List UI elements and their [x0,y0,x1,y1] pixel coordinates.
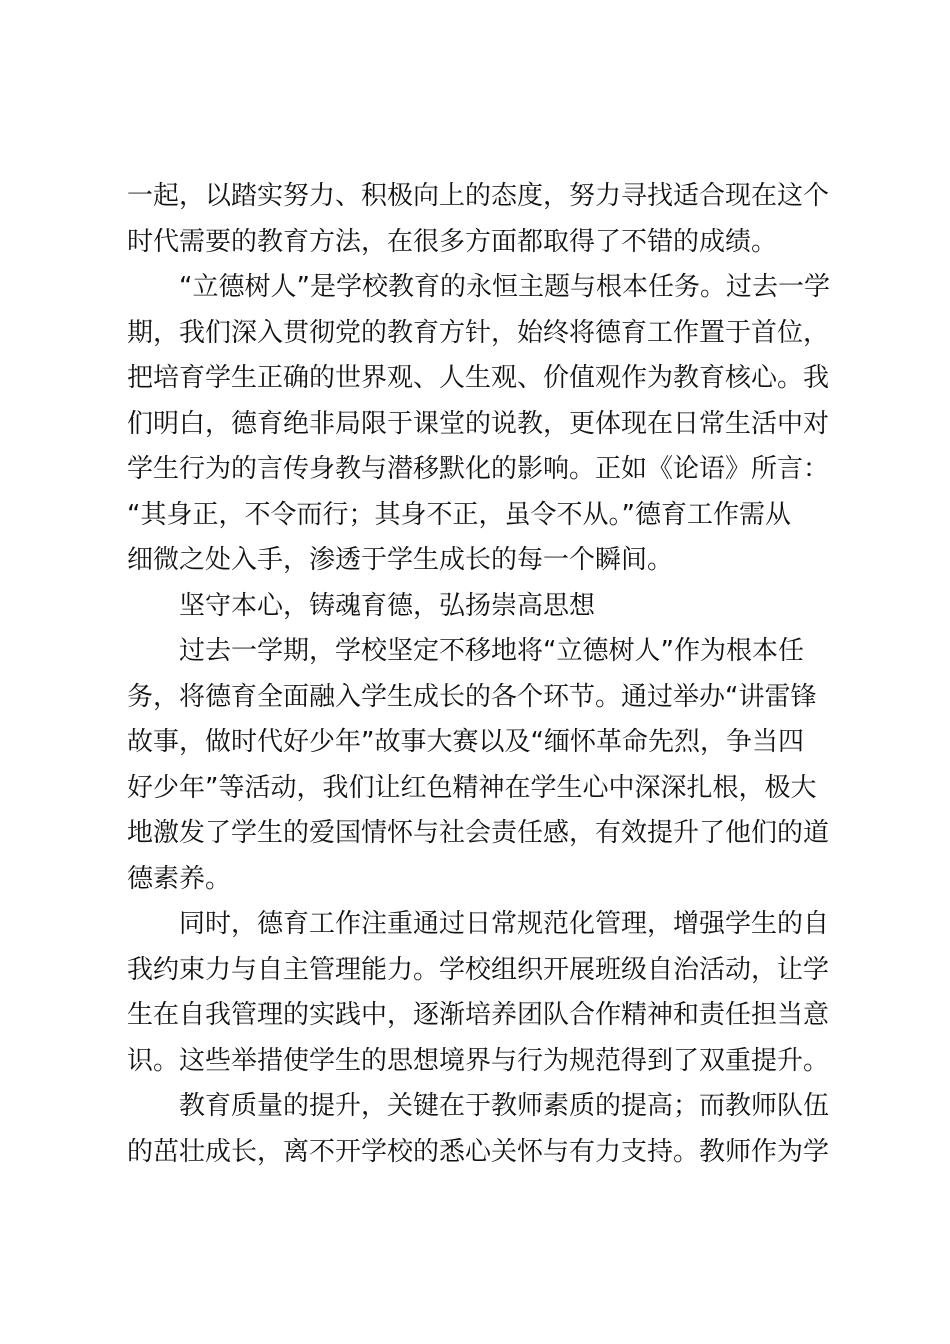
text-line: 我约束力与自主管理能力。学校组织开展班级自治活动，让学 [127,954,830,985]
text-line: 故事，做时代好少年”故事大赛以及“缅怀革命先烈，争当四 [127,727,804,757]
text-line: 过去一学期，学校坚定不移地将“立德树人”作为根本任 [179,636,804,666]
document-body [127,174,832,1175]
text-line: “其身正，不令而行；其身不正，虽令不从。”德育工作需从 [127,499,791,530]
text-line: 务，将德育全面融入学生成长的各个环节。通过举办“讲雷锋 [127,681,817,712]
text-line: 教育质量的提升，关键在于教师素质的提高；而教师队伍 [179,1091,830,1121]
text-line: 好少年”等活动，我们让红色精神在学生心中深深扎根，极大 [127,772,817,803]
text-line: 时代需要的教育方法，在很多方面都取得了不错的成绩。 [127,226,778,257]
section-heading: 坚守本心，铸魂育德，弘扬崇高思想 [179,590,596,621]
text-line: 学生行为的言传身教与潜移默化的影响。正如《论语》所言： [127,454,830,484]
text-line: 识。这些举措使学生的思想境界与行为规范得到了双重提升。 [127,1045,830,1076]
text-line: “立德树人”是学校教育的永恒主题与根本任务。过去一学 [179,272,830,302]
text-line: 们明白，德育绝非局限于课堂的说教，更体现在日常生活中对 [127,408,830,439]
text-line: 德素养。 [127,863,232,894]
text-line: 生在自我管理的实践中，逐渐培养团队合作精神和责任担当意 [127,1000,830,1030]
text-line: 细微之处入手，渗透于学生成长的每一个瞬间。 [127,545,674,575]
text-line: 一起，以踏实努力、积极向上的态度，努力寻找适合现在这个 [127,181,830,211]
text-line: 的茁壮成长，离不开学校的悉心关怀与有力支持。教师作为学 [127,1136,830,1167]
text-line: 把培育学生正确的世界观、人生观、价值观作为教育核心。我 [127,363,830,393]
text-line: 同时，德育工作注重通过日常规范化管理，增强学生的自 [179,909,830,939]
text-line: 地激发了学生的爱国情怀与社会责任感，有效提升了他们的道 [127,818,830,848]
text-line: 期，我们深入贯彻党的教育方针，始终将德育工作置于首位， [127,317,830,348]
